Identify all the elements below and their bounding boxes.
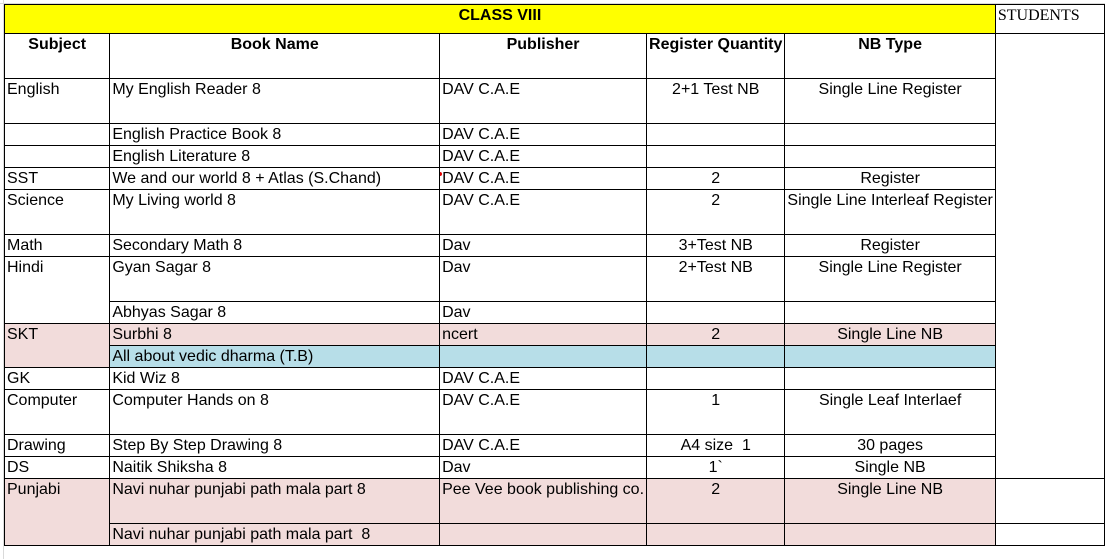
nb-type-cell[interactable]: Register: [785, 168, 995, 190]
table-row: [5, 79, 1105, 124]
table-row: [5, 368, 1105, 390]
nb-type-cell[interactable]: [785, 524, 995, 546]
nb-type-cell[interactable]: Single Line Interleaf Register: [785, 190, 995, 235]
book-name-cell[interactable]: Naitik Shiksha 8: [110, 457, 440, 479]
book-name-cell[interactable]: My English Reader 8: [110, 79, 440, 124]
book-name-cell[interactable]: English Practice Book 8: [110, 124, 440, 146]
book-name-cell[interactable]: Abhyas Sagar 8: [110, 302, 440, 324]
register-quantity-column-header[interactable]: Register Quantity: [647, 34, 785, 79]
table-row: [5, 302, 1105, 324]
subject-cell[interactable]: Drawing: [5, 435, 110, 457]
subject-cell[interactable]: Math: [5, 235, 110, 257]
register-quantity-cell[interactable]: [647, 524, 785, 546]
register-quantity-cell[interactable]: 1`: [647, 457, 785, 479]
register-quantity-cell[interactable]: [647, 368, 785, 390]
nb-type-cell[interactable]: Single NB: [785, 457, 995, 479]
subject-cell[interactable]: DS: [5, 457, 110, 479]
table-row: [5, 346, 1105, 368]
book-name-cell[interactable]: Navi nuhar punjabi path mala part 8: [110, 479, 440, 524]
publisher-cell[interactable]: Dav: [440, 302, 647, 324]
publisher-cell[interactable]: DAV C.A.E: [440, 190, 647, 235]
register-quantity-cell[interactable]: [647, 146, 785, 168]
book-name-cell[interactable]: Kid Wiz 8: [110, 368, 440, 390]
publisher-cell[interactable]: [440, 168, 647, 190]
students-cell[interactable]: [995, 479, 1104, 524]
register-quantity-cell[interactable]: 2: [647, 479, 785, 524]
register-quantity-cell[interactable]: 2+1 Test NB: [647, 79, 785, 124]
table-row: [5, 390, 1105, 435]
publisher-cell[interactable]: Dav: [440, 257, 647, 302]
register-quantity-cell[interactable]: [647, 124, 785, 146]
table-row: [5, 524, 1105, 546]
publisher-cell[interactable]: DAV C.A.E: [440, 435, 647, 457]
subject-cell[interactable]: [5, 146, 110, 168]
book-name-cell[interactable]: Computer Hands on 8: [110, 390, 440, 435]
nb-type-cell[interactable]: Single Line NB: [785, 479, 995, 524]
table-row: [5, 324, 1105, 346]
register-quantity-cell[interactable]: A4 size 1: [647, 435, 785, 457]
table-row: [5, 435, 1105, 457]
subject-cell[interactable]: Computer: [5, 390, 110, 435]
publisher-cell[interactable]: [440, 524, 647, 546]
book-name-cell[interactable]: Step By Step Drawing 8: [110, 435, 440, 457]
students-column-cell[interactable]: [995, 34, 1104, 479]
register-quantity-cell[interactable]: 1: [647, 390, 785, 435]
table-row: [5, 235, 1105, 257]
subject-cell[interactable]: [5, 124, 110, 146]
subject-cell[interactable]: GK: [5, 368, 110, 390]
subject-cell[interactable]: English: [5, 79, 110, 124]
nb-type-cell[interactable]: [785, 302, 995, 324]
book-name-cell[interactable]: Surbhi 8: [110, 324, 440, 346]
book-name-cell[interactable]: We and our world 8 + Atlas (S.Chand): [110, 168, 440, 190]
table-row: [5, 457, 1105, 479]
nb-type-cell[interactable]: Single Line NB: [785, 324, 995, 346]
nb-type-cell[interactable]: 30 pages: [785, 435, 995, 457]
nb-type-cell[interactable]: [785, 146, 995, 168]
register-quantity-cell[interactable]: 3+Test NB: [647, 235, 785, 257]
nb-type-cell[interactable]: Single Leaf Interlaef: [785, 390, 995, 435]
students-cell[interactable]: [995, 524, 1104, 546]
publisher-column-header[interactable]: Publisher: [440, 34, 647, 79]
nb-type-cell[interactable]: [785, 368, 995, 390]
publisher-cell[interactable]: DAV C.A.E: [440, 79, 647, 124]
nb-type-cell[interactable]: Single Line Register: [785, 257, 995, 302]
class-viii-book-table: [4, 4, 1105, 546]
register-quantity-cell[interactable]: 2: [647, 168, 785, 190]
subject-cell[interactable]: SKT: [5, 324, 110, 368]
table-row: [5, 124, 1105, 146]
publisher-cell[interactable]: DAV C.A.E: [440, 124, 647, 146]
table-row: [5, 190, 1105, 235]
register-quantity-cell[interactable]: [647, 302, 785, 324]
nb-type-cell[interactable]: Single Line Register: [785, 79, 995, 124]
publisher-text: DAV C.A.E: [442, 170, 521, 187]
book-name-cell[interactable]: Secondary Math 8: [110, 235, 440, 257]
nb-type-cell[interactable]: Register: [785, 235, 995, 257]
table-row: [5, 257, 1105, 302]
book-name-cell[interactable]: All about vedic dharma (T.B): [110, 346, 440, 368]
nb-type-column-header[interactable]: NB Type: [785, 34, 995, 79]
table-row: [5, 479, 1105, 524]
publisher-cell[interactable]: ncert: [440, 324, 647, 346]
register-quantity-cell[interactable]: [647, 346, 785, 368]
table-row: [5, 146, 1105, 168]
book-name-cell[interactable]: Navi nuhar punjabi path mala part 8: [110, 524, 440, 546]
subject-cell[interactable]: Punjabi: [5, 479, 110, 546]
nb-type-cell[interactable]: [785, 124, 995, 146]
sheet-title[interactable]: CLASS VIII: [5, 5, 996, 34]
book-name-cell[interactable]: English Literature 8: [110, 146, 440, 168]
publisher-cell[interactable]: DAV C.A.E: [440, 368, 647, 390]
publisher-cell[interactable]: DAV C.A.E: [440, 146, 647, 168]
book-name-cell[interactable]: My Living world 8: [110, 190, 440, 235]
publisher-cell[interactable]: [440, 346, 647, 368]
subject-column-header[interactable]: Subject: [5, 34, 110, 79]
table-row: [5, 168, 1105, 190]
publisher-cell[interactable]: DAV C.A.E: [440, 390, 647, 435]
book-name-column-header[interactable]: Book Name: [110, 34, 440, 79]
register-quantity-cell[interactable]: 2: [647, 324, 785, 346]
book-name-cell[interactable]: Gyan Sagar 8: [110, 257, 440, 302]
register-quantity-cell[interactable]: 2+Test NB: [647, 257, 785, 302]
publisher-cell[interactable]: Pee Vee book publishing co.: [440, 479, 647, 524]
subject-cell[interactable]: SST: [5, 168, 110, 190]
publisher-cell[interactable]: Dav: [440, 457, 647, 479]
register-quantity-cell[interactable]: 2: [647, 190, 785, 235]
nb-type-cell[interactable]: [785, 346, 995, 368]
subject-cell[interactable]: Hindi: [5, 257, 110, 324]
subject-cell[interactable]: Science: [5, 190, 110, 235]
publisher-cell[interactable]: Dav: [440, 235, 647, 257]
students-header-cell[interactable]: STUDENTS: [995, 5, 1104, 34]
